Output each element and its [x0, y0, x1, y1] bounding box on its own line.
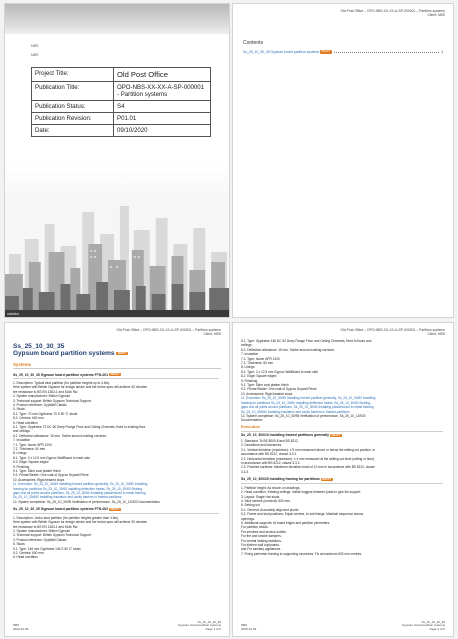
- page-header: [116, 328, 221, 336]
- spec-line: 6.2. Deflection allowance: 15 mm. Scribe around existing cornices.: [13, 433, 107, 438]
- spec-line[interactable]: 11. Execution: Ss_25_10_30/65 Installing framed partition generally, Ss_25_10_30/60 Installing: [13, 482, 148, 487]
- spec-line: fire resistance to BS EN 1363-1 and 51db Rw.: [13, 524, 79, 529]
- table-row: [32, 101, 211, 113]
- spec-line: 8.1. Type: 2 x 12.5 mm Gyproc WallBoard to each side: [13, 455, 91, 460]
- spec-page-2: [232, 322, 454, 637]
- contents-heading: Contents: [243, 40, 264, 46]
- table-key: Publication Title:: [32, 82, 114, 101]
- table-value: P01.01: [114, 113, 211, 125]
- page-header: [340, 328, 445, 336]
- cover-watermark: oxidator: [7, 312, 20, 316]
- spec-line: 10. Accessories: Rigid beaded stops: [13, 477, 65, 482]
- divider: [13, 378, 219, 379]
- spec-line: For partition heads.: [241, 525, 269, 530]
- page-footer-right: [402, 621, 445, 632]
- spec-line[interactable]: gaps and air paths around partitions, Ss_25_10_30/60 Installing plasterboard to metal framing: [13, 491, 146, 496]
- draft-badge: DRAFT: [331, 433, 341, 437]
- spec-line: 6.2. Deflection allowance: 15 mm. Scribe around existing cornices.: [241, 347, 335, 352]
- spec-line: 8.2. Edge: Square edged: [241, 374, 277, 379]
- spec-line: 8.1. Type: 2 x 12.5 mm Gyproc WallBoard to each side: [241, 369, 319, 374]
- spec-line: 7.2. Thickness: 50 mm: [241, 361, 274, 366]
- draft-badge: DRAFT: [117, 351, 127, 355]
- spec-line[interactable]: framing for partitions Ss_25_10_30/60 Installing deflection heads, Ss_25_10_30/60 Sealing,: [13, 486, 143, 491]
- spec-line: 5. Studs: [13, 542, 25, 547]
- cover-nbs-label-2: NBS: [31, 53, 39, 57]
- spec-line: 2.3. Finished surfaces: Maximum deviation band of 10 mm in accordance with BS 8212, clause: [241, 465, 375, 470]
- spec-line: 2. System manufacturer: British Gypsum: [13, 528, 71, 533]
- spec-line: For central heating radiators.: [241, 538, 282, 543]
- footer-date: 2020-10-09: [13, 627, 29, 632]
- table-value: Old Post Office: [114, 68, 211, 82]
- page-title: [13, 350, 128, 357]
- clause-heading-text: Ss_25_10_30/010 Installing framed partitions generally: [241, 433, 330, 438]
- page-header: [340, 9, 445, 17]
- divider: [13, 368, 221, 369]
- spec-line: 9.1. Type: Skim coat plaster finish: [241, 383, 289, 388]
- footer-text: Ss_25_10_30_35: [421, 619, 445, 624]
- leader-dots: [334, 51, 439, 53]
- spec-line: 12. System completion: Ss_25_10_30/95 Verification of performance, Ss_25_10_12/920: [241, 413, 366, 418]
- footer-text: Gypsum board partition systems: [401, 623, 445, 628]
- page-title-text: Gypsum board partition systems: [13, 350, 115, 357]
- spec-line: 12. System completion: Ss_25_10_30/95 Verification of performance, Ss_25_10_12/920 Documentation: [13, 499, 160, 504]
- spec-line: in accordance with BS 8212, clause 3.3.2.: [241, 461, 301, 466]
- draft-badge: DRAFT: [110, 507, 120, 511]
- spec-line: 1. Description: Typical stud partition (for partition heights up to 4.5m).: [13, 380, 111, 385]
- table-row: [32, 125, 211, 137]
- clause-heading-010: [241, 433, 443, 437]
- table-value: OPO-NBS-XX-XX-A-SP-000001 - Partition systems: [114, 82, 211, 101]
- clause-heading-text: Ss_25_10_30/020 Installing framing for partitions: [241, 477, 320, 482]
- page-footer-left: [13, 624, 28, 632]
- spec-line: 6.1. Type: Gypframe 146 DC 50 Deep Flange Floor and Ceiling Channels, fixed to floors and: [241, 339, 372, 343]
- table-row: [32, 68, 211, 82]
- footer-text: NBS: [241, 623, 248, 628]
- spec-line: 2.1. Vertical deviation (maximum): ± 5 mm measured above or below the setting out position, in: [241, 447, 376, 452]
- spec-line: Documentation: [241, 418, 263, 423]
- spec-line: 9. Finishing: [241, 378, 258, 383]
- spec-line: 8.2. Edge: Square edged: [13, 460, 49, 465]
- cover-page: [4, 3, 230, 318]
- system-heading-text: Ss_25_10_30_35 Gypsum board partition systems PTN-002: [13, 507, 109, 512]
- spec-line[interactable]: gaps and air paths around partitions, Ss_25_10_30/60 Installing plasterboard to metal framing: [241, 405, 374, 410]
- systems-heading: Systems: [13, 362, 32, 367]
- footer-text: Ss_25_10_30_35: [197, 619, 221, 624]
- header-line-2: Client: NBS: [203, 332, 221, 337]
- contents-page-number: 1: [441, 50, 443, 54]
- spec-line: 1. Standard: To BS 8000-8 and BS 8212.: [241, 439, 299, 444]
- publication-info-table: [31, 67, 211, 137]
- spec-line: 2. Deviations and tolerances: [241, 443, 282, 448]
- spec-line: 5. Setting out: [241, 503, 260, 508]
- spec-line: 3. Technical support: British Gypsum Technical Support: [13, 533, 91, 538]
- draft-badge: DRAFT: [322, 477, 332, 481]
- footer-text: Gypsum board partition systems: [177, 623, 221, 628]
- spec-line: 5.1. Type: 146 mm Gypframe 146 S 50 'C' studs: [13, 546, 81, 551]
- page-footer-left: [241, 624, 256, 632]
- spec-line: 3. Layout: Single row studs.: [241, 494, 281, 499]
- cover-nbs-label: NBS: [31, 44, 39, 48]
- header-line-2: Client: NBS: [427, 13, 445, 18]
- execution-heading: Execution: [241, 423, 261, 429]
- spec-line[interactable]: Ss_25_10_30/660 Installing insulation and cavity barriers in framed partitions: [241, 409, 350, 414]
- spec-line: and For sanitary appliances.: [241, 547, 282, 552]
- spec-line: 7. Fixing perimeter framing to supporting structures: Fix at maximum 600 mm centres.: [241, 551, 362, 556]
- spec-line: 7.1. Type: Isover APR 1200: [241, 356, 280, 361]
- spec-line: 4. Stud centres (nominal): 600 mm.: [241, 498, 291, 503]
- spec-line: 3.3.3.: [241, 469, 249, 474]
- spec-line: For services and service outlets.: [241, 529, 287, 534]
- spec-line: Here system with British Gypsum for design advice and the below spec will achieve 30 minutes: [13, 520, 147, 525]
- city-skyline-image: [5, 204, 229, 318]
- spec-line: 6. Head condition: [13, 555, 38, 560]
- cover-top-band: [5, 4, 229, 34]
- spec-line: For kitchen wall cupboards.: [241, 542, 280, 547]
- spec-line: 4. Product reference: GypWall Classic: [13, 537, 67, 542]
- spec-page-1: [4, 322, 230, 637]
- spec-line[interactable]: framing for partitions Ss_25_10_30/60 Installing deflection heads, Ss_25_10_30/60 Sealing,: [241, 400, 371, 405]
- footer-date: 2020-10-09: [241, 627, 257, 632]
- spec-line: 2. System manufacturer: British Gypsum: [13, 394, 71, 399]
- section-code: Ss_25_10_30_35: [13, 343, 65, 350]
- spec-line[interactable]: Ss_25_10_30/660 Installing insulation and cavity barriers in framed partitions: [13, 495, 122, 500]
- spec-line: 7. Insulation: [241, 352, 259, 357]
- footer-text: NBS: [13, 623, 20, 628]
- spec-line: 9.2. Primer/Sealer: One coat of Gyproc Drywall Prime: [241, 387, 317, 392]
- draft-badge: DRAFT: [110, 373, 120, 376]
- spec-line: 5.1. General: Accurately align and plumb.: [241, 507, 300, 512]
- spec-line: 2. Head condition: Existing ceilings. Install noggins between joists to give full support.: [241, 490, 362, 495]
- table-key: Project Title:: [32, 68, 114, 82]
- spec-line: 6. Head condition: [13, 420, 38, 425]
- spec-line: 3. Technical support: British Gypsum Technical Support: [13, 398, 91, 403]
- system-heading-text: Ss_25_10_30_35 Gypsum board partition systems PTN-001: [13, 372, 109, 377]
- spec-line: accordance with BS 8212, clause 3.3.2.: [241, 452, 297, 457]
- table-row: [32, 82, 211, 101]
- draft-badge: DRAFT: [321, 50, 331, 54]
- header-line-2: Client: NBS: [427, 332, 445, 337]
- divider: [241, 431, 443, 432]
- spec-line: 6. Additional supports: At board edges and partition perimeters:: [241, 520, 330, 525]
- header-line-1: Old Post Office – OPO-NBS-XX-XX-A-SP-000001 – Partition systems: [116, 328, 221, 332]
- spec-line: 7. Insulation: [13, 438, 31, 443]
- table-row: [32, 113, 211, 125]
- spec-line: For fire and smoke dampers.: [241, 534, 282, 539]
- spec-body: [13, 371, 219, 560]
- spec-line: 5.2. Frame and stud positions: Equal centres, to suit linings. Maintain sequence across: [241, 512, 364, 517]
- page-number: Page 2 of 6: [429, 627, 445, 632]
- contents-entry-label[interactable]: Ss_25_10_30_35 Gypsum board partition systems: [243, 50, 320, 54]
- spec-line: 7.1. Type: Isover APR 1200: [13, 442, 52, 447]
- spec-line: openings.: [241, 516, 255, 521]
- contents-page: [232, 3, 454, 318]
- spec-line: 5.2. Centres: 600 mm: [13, 550, 44, 555]
- spec-line: 5. Studs: [13, 407, 25, 412]
- spec-line: Here system with British Gypsum for design advice and the below spec will achieve 30 minutes: [13, 385, 147, 390]
- header-line-1: Old Post Office – OPO-NBS-XX-XX-A-SP-000001 – Partition systems: [340, 328, 445, 332]
- table-value: S4: [114, 101, 211, 113]
- spec-line: 7.2. Thickness: 50 mm: [13, 447, 46, 451]
- spec-line: 1. Description: Junior stud partition (for partition heights greater than 4.5m).: [13, 515, 120, 520]
- spec-line: 2.2. Horizontal deviation (maximum): ± 4 mm measured at the setting out level (ceiling or floor),: [241, 456, 376, 461]
- spec-line: 9.2. Primer/Sealer: One coat of Gyproc Drywall Prime: [13, 473, 89, 478]
- spec-line: 8. Linings: [241, 365, 255, 370]
- spec-line: fire resistance to BS EN 1363-1 and 51db Rw.: [13, 389, 79, 394]
- spec-line: 6.1. Type: Gypframe 72 DC 60 Deep Flange Floor and Ceiling Channels, fixed to existing floor: [13, 424, 146, 429]
- system-heading-ptn-001: [13, 373, 219, 377]
- spec-line: 5.2. Centres: 600 mm: [13, 416, 44, 421]
- divider: [241, 483, 443, 484]
- spec-line: 10. Accessories: Rigid beaded stops: [241, 391, 293, 396]
- spec-body: [241, 339, 443, 556]
- page-number: Page 1 of 6: [205, 627, 221, 632]
- spec-line: 9.1. Type: Skim coat plaster finish: [13, 469, 61, 474]
- header-line-1: Old Post Office – OPO-NBS-XX-XX-A-SP-000001 – Partition systems: [340, 9, 445, 13]
- table-value: 09/10/2020: [114, 125, 211, 137]
- spec-line: 4. Product reference: GypWall Classic: [13, 402, 67, 407]
- contents-entry[interactable]: [243, 50, 443, 54]
- spec-line: 9. Finishing: [13, 464, 30, 469]
- system-heading-ptn-002: [13, 507, 219, 511]
- spec-line: and ceilings.: [13, 429, 31, 434]
- divider: [13, 513, 219, 514]
- table-key: Publication Status:: [32, 101, 114, 113]
- table-key: Date:: [32, 125, 114, 137]
- spec-line[interactable]: 11. Execution: Ss_25_10_30/65 Installing framed partition generally, Ss_25_10_30/60 Installing: [241, 396, 376, 401]
- spec-line: ceilings.: [241, 343, 253, 348]
- spec-line: 8. Linings: [13, 451, 27, 456]
- table-key: Publication Revision:: [32, 113, 114, 125]
- clause-heading-020: [241, 477, 443, 481]
- spec-line: 5.1. Type: 70 mm Gypframe 70 S 50 'C' studs: [13, 411, 78, 416]
- page-footer-right: [178, 621, 221, 632]
- spec-line: 1. Partition height: As shown on drawings.: [241, 485, 301, 490]
